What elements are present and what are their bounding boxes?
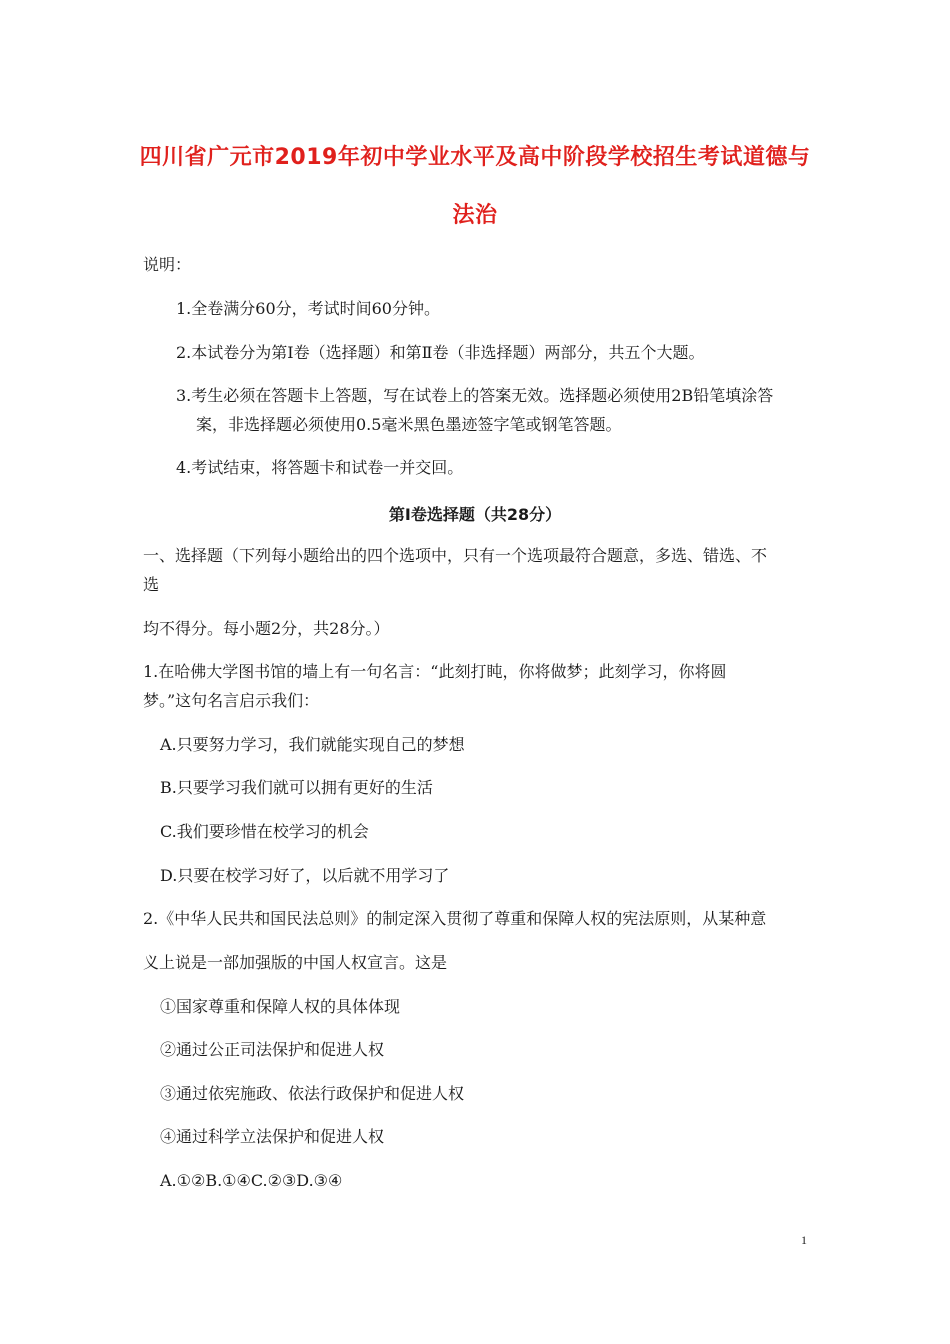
instruction-item-2: 2.本试卷分为第Ⅰ卷（选择题）和第Ⅱ卷（非选择题）两部分，共五个大题。 (176, 343, 705, 362)
page-number: 1 (801, 1233, 807, 1247)
question-2-statement-4: ④通过科学立法保护和促进人权 (160, 1127, 385, 1146)
question-1-stem-line-1: 1.在哈佛大学图书馆的墙上有一句名言：“此刻打盹，你将做梦；此刻学习，你将圆 (143, 662, 727, 681)
question-2-statement-2: ②通过公正司法保护和促进人权 (160, 1040, 385, 1059)
instruction-item-1: 1.全卷满分60分，考试时间60分钟。 (176, 299, 440, 318)
section-heading: 第Ⅰ卷选择题（共28分） (388, 505, 562, 524)
question-2-options: A.①②B.①④C.②③D.③④ (160, 1171, 343, 1190)
instructions-heading: 说明： (143, 255, 192, 274)
section-intro-line-1: 一、选择题（下列每小题给出的四个选项中，只有一个选项最符合题意，多选、错选、不 (143, 546, 768, 565)
instruction-item-3-line-1: 3.考生必须在答题卡上答题，写在试卷上的答案无效。选择题必须使用2B铅笔填涂答 (176, 386, 774, 405)
question-2-stem-line-1: 2.《中华人民共和国民法总则》的制定深入贯彻了尊重和保障人权的宪法原则，从某种意 (143, 909, 767, 928)
question-2-statement-1: ①国家尊重和保障人权的具体体现 (160, 997, 401, 1016)
question-2-stem-line-2: 义上说是一部加强版的中国人权宣言。这是 (143, 953, 448, 972)
question-1-option-a: A.只要努力学习，我们就能实现自己的梦想 (160, 735, 465, 754)
page-title-line-1: 四川省广元市2019年初中学业水平及高中阶段学校招生考试道德与 (139, 145, 811, 170)
section-intro-line-2: 选 (143, 575, 160, 594)
question-1-option-b: B.只要学习我们就可以拥有更好的生活 (160, 778, 433, 797)
question-1-stem-line-2: 梦。”这句名言启示我们： (143, 691, 320, 710)
question-1-option-d: D.只要在校学习好了，以后就不用学习了 (160, 866, 450, 885)
section-intro-line-3: 均不得分。每小题2分，共28分。） (143, 619, 390, 638)
instruction-item-3-line-2: 案，非选择题必须使用0.5毫米黑色墨迹签字笔或钢笔答题。 (196, 415, 622, 434)
question-2-statement-3: ③通过依宪施政、依法行政保护和促进人权 (160, 1084, 465, 1103)
page-title-line-2: 法治 (452, 203, 498, 228)
question-1-option-c: C.我们要珍惜在校学习的机会 (160, 822, 369, 841)
instruction-item-4: 4.考试结束，将答题卡和试卷一并交回。 (176, 458, 464, 477)
